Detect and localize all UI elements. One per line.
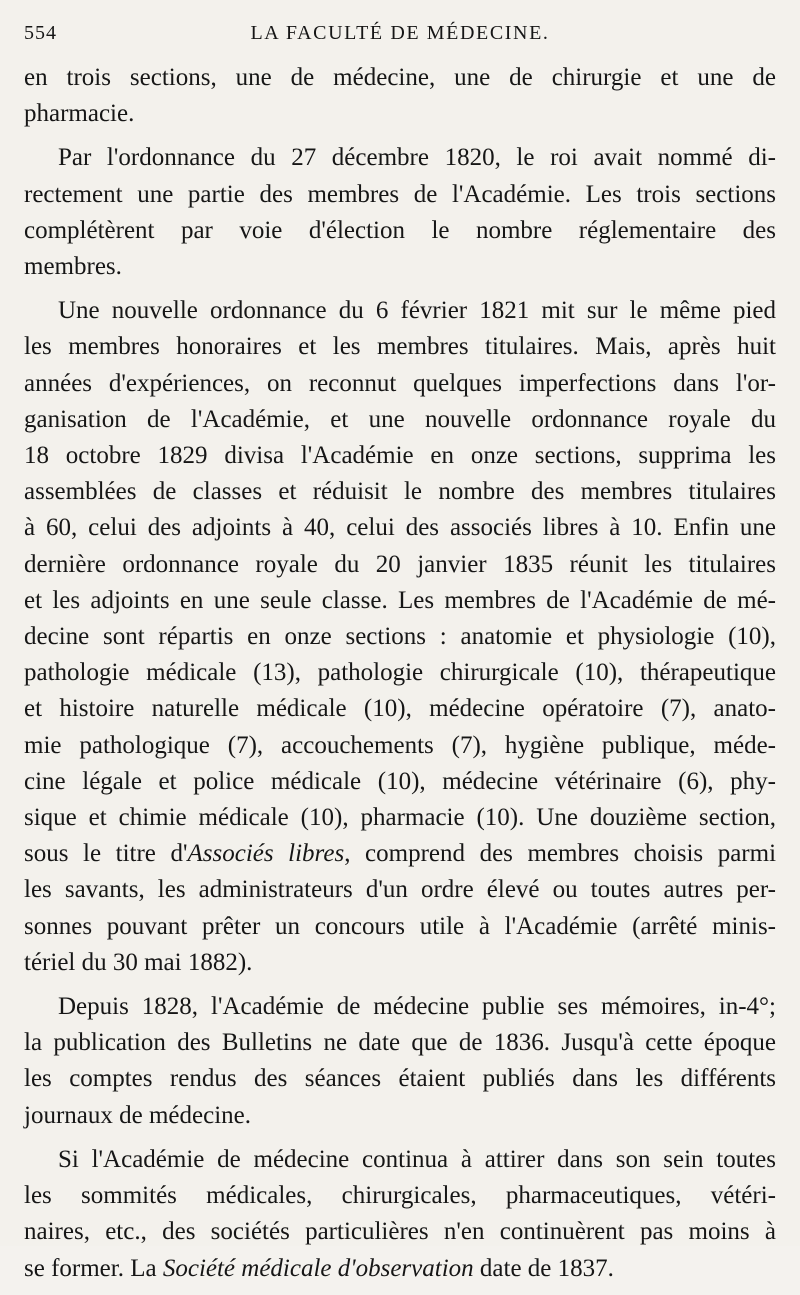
text-line: complétèrent par voie d'élection le nombre réglementaire des (24, 216, 776, 244)
paragraph (24, 293, 776, 981)
text-line: pathologie médicale (13), pathologie chirurgicale (10), thérapeutique (24, 659, 776, 687)
text-line: en trois sections, une de médecine, une de chirurgie et une de (24, 64, 776, 91)
text-line: ganisation de l'Académie, et une nouvelle ordonnance royale du (24, 405, 776, 433)
text-line: Depuis 1828, l'Académie de médecine publie ses mémoires, in-4°; (58, 993, 776, 1021)
text-line: à 60, celui des adjoints à 40, celui des associés libres à 10. Enfin une (24, 514, 776, 542)
text-line: Par l'ordonnance du 27 décembre 1820, le roi avait nommé di- (58, 144, 776, 172)
text-line: Si l'Académie de médecine continua à attirer dans son sein toutes (58, 1145, 776, 1173)
text-line: 18 octobre 1829 divisa l'Académie en onze sections, supprima les (24, 442, 776, 470)
text-line: membres. (24, 253, 122, 281)
text-line: journaux de médecine. (24, 1101, 251, 1129)
text-line: et histoire naturelle médicale (10), médecine opératoire (7), anato- (24, 695, 776, 723)
text-line: dernière ordonnance royale du 20 janvier 1835 réunit les titulaires (24, 550, 776, 578)
text-line: les sommités médicales, chirurgicales, pharmaceutiques, vétéri- (24, 1182, 776, 1210)
text-line: rectement une partie des membres de l'Académie. Les trois sections (24, 180, 776, 208)
chapter-title: LA FACULTÉ DE MÉDECINE. (250, 22, 550, 44)
text-line-with-italic: se former. La Société médicale d'observation date de 1837. (24, 1254, 614, 1282)
running-head (24, 22, 776, 52)
text-line: sonnes pouvant prêter un concours utile à l'Académie (arrêté minis- (24, 912, 776, 940)
text-line: Une nouvelle ordonnance du 6 février 1821 mit sur le même pied (58, 297, 776, 325)
text-line: sique et chimie médicale (10), pharmacie (10). Une douzième section, (24, 804, 776, 832)
paragraph (24, 140, 776, 285)
text-line: et les adjoints en une seule classe. Les membres de l'Académie de mé- (24, 586, 776, 614)
italic-phrase: Associés libres (187, 840, 345, 868)
text-line: cine légale et police médicale (10), médecine vétérinaire (6), phy- (24, 767, 776, 795)
text-line: decine sont répartis en onze sections : anatomie et physiologie (10), (24, 623, 776, 651)
text-line: mie pathologique (7), accouchements (7), hygiène publique, méde- (24, 731, 776, 759)
text-line: assemblées de classes et réduisit le nombre des membres titulaires (24, 478, 776, 506)
page-number: 554 (24, 22, 57, 44)
text-line: les membres honoraires et les membres titulaires. Mais, après huit (24, 333, 776, 361)
text-line-with-italic: sous le titre d'Associés libres, comprend des membres choisis parmi (24, 840, 777, 868)
text-line: la publication des Bulletins ne date que de 1836. Jusqu'à cette époque (24, 1029, 776, 1057)
paragraph (24, 60, 776, 132)
text-line: naires, etc., des sociétés particulières n'en continuèrent pas moins à (24, 1218, 776, 1246)
body-text (24, 60, 776, 1295)
italic-phrase: Société médicale d'observation (162, 1254, 474, 1282)
text-line: tériel du 30 mai 1882). (24, 948, 253, 976)
text-line: années d'expériences, on reconnut quelques imperfections dans l'or- (24, 369, 776, 397)
text-line: les comptes rendus des séances étaient publiés dans les différents (24, 1065, 776, 1093)
paragraph (24, 989, 776, 1134)
text-line: pharmacie. (24, 100, 135, 128)
paragraph (24, 1142, 776, 1287)
text-line: les savants, les administrateurs d'un ordre élevé ou toutes autres per- (24, 876, 776, 904)
